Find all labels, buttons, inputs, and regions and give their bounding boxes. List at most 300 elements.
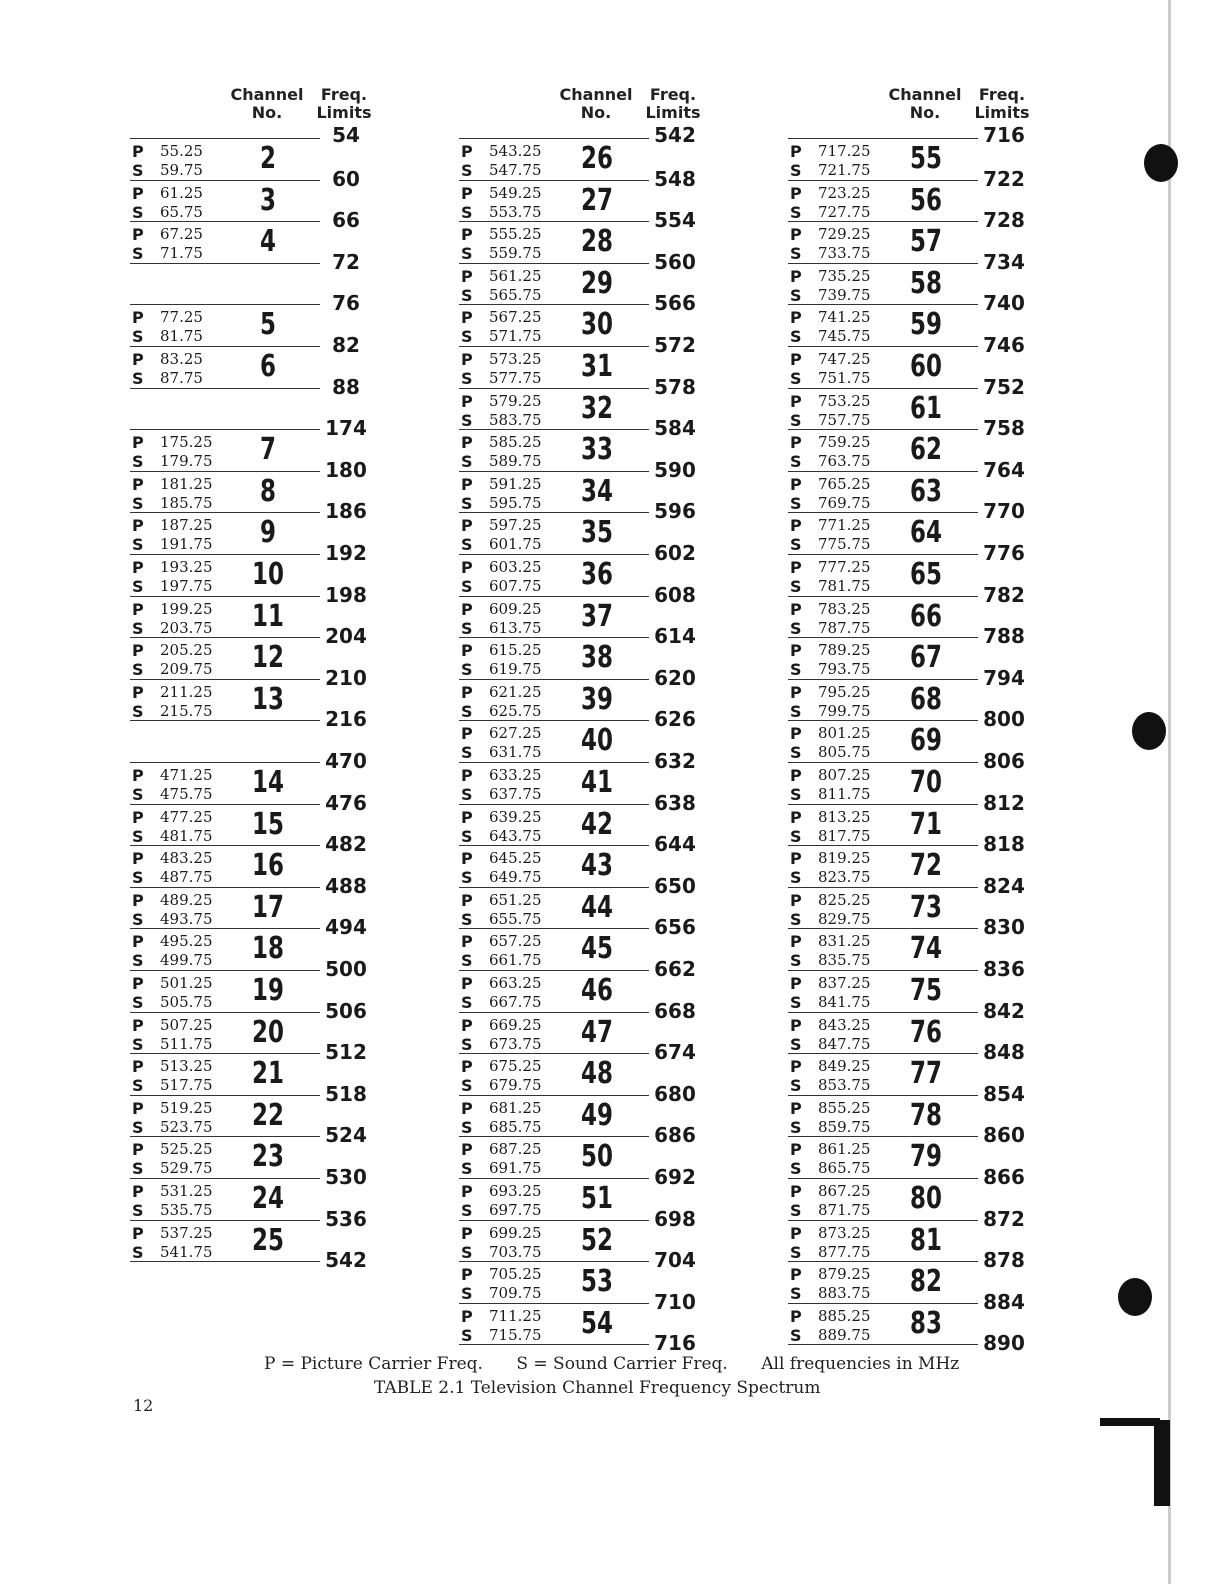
sound-label: S: [461, 285, 473, 305]
sound-label: S: [461, 660, 473, 680]
picture-carrier-freq: 199.25: [160, 599, 213, 618]
sound-carrier-freq: 499.75: [160, 951, 213, 970]
carrier-type-labels: [790, 1182, 802, 1220]
freq-limit: 626: [654, 707, 696, 732]
channel-number: 56: [910, 182, 942, 218]
sound-label: S: [790, 951, 802, 971]
picture-carrier-freq: 61.25: [160, 183, 203, 202]
freq-limit: 596: [654, 499, 696, 524]
carrier-values: [818, 558, 871, 596]
channel-number: 57: [910, 224, 942, 260]
carrier-values: [160, 308, 203, 346]
table-row: [130, 845, 320, 888]
channel-number: 32: [581, 390, 613, 426]
table-row: [788, 304, 978, 347]
channel-number: 63: [910, 473, 942, 509]
picture-label: P: [790, 225, 802, 245]
sound-label: S: [461, 493, 473, 513]
sound-carrier-freq: 197.75: [160, 577, 213, 595]
channel-number: 76: [910, 1014, 942, 1050]
sound-carrier-freq: 805.75: [818, 743, 871, 762]
freq-limit: 734: [983, 249, 1025, 274]
picture-carrier-freq: 555.25: [489, 225, 542, 244]
freq-limit: 174: [325, 416, 367, 441]
table-row: [459, 471, 649, 514]
binder-hole: [1118, 1278, 1152, 1316]
carrier-values: [489, 808, 542, 846]
sound-label: S: [132, 1242, 144, 1262]
picture-label: P: [132, 474, 144, 494]
carrier-type-labels: [461, 1307, 473, 1345]
carrier-values: [818, 184, 871, 222]
sound-label: S: [461, 951, 473, 971]
picture-carrier-freq: 621.25: [489, 682, 542, 701]
sound-label: S: [132, 244, 144, 264]
carrier-values: [489, 849, 542, 887]
picture-carrier-freq: 627.25: [489, 724, 542, 743]
sound-carrier-freq: 871.75: [818, 1201, 871, 1219]
picture-carrier-freq: 795.25: [818, 682, 871, 701]
sound-label: S: [132, 951, 144, 971]
picture-label: P: [461, 599, 473, 619]
picture-label: P: [132, 932, 144, 952]
carrier-values: [489, 766, 542, 804]
picture-label: P: [132, 807, 144, 827]
sound-label: S: [461, 826, 473, 846]
carrier-values: [489, 184, 542, 222]
carrier-type-labels: [461, 1016, 473, 1054]
sound-label: S: [461, 535, 473, 555]
table-row: [459, 720, 649, 763]
sound-label: S: [461, 743, 473, 763]
channel-number: 52: [581, 1222, 613, 1258]
channel-number: 42: [581, 806, 613, 842]
picture-carrier-freq: 849.25: [818, 1057, 871, 1076]
carrier-type-labels: [790, 932, 802, 970]
sound-carrier-freq: 637.75: [489, 785, 542, 803]
picture-label: P: [132, 225, 144, 245]
channel-number: 4: [260, 224, 276, 260]
carrier-type-labels: [790, 225, 802, 263]
sound-label: S: [132, 577, 144, 596]
sound-label: S: [132, 618, 144, 638]
picture-label: P: [790, 1182, 802, 1201]
carrier-values: [489, 267, 542, 305]
carrier-values: [489, 1099, 542, 1137]
carrier-values: [160, 225, 203, 263]
channel-number: 18: [252, 931, 284, 967]
sound-label: S: [790, 868, 802, 888]
sound-carrier-freq: 59.75: [160, 161, 203, 179]
sound-carrier-freq: 577.75: [489, 369, 542, 387]
picture-label: P: [461, 350, 473, 369]
picture-label: P: [790, 766, 802, 785]
carrier-values: [489, 225, 542, 263]
freq-limit: 644: [654, 832, 696, 857]
picture-carrier-freq: 723.25: [818, 183, 871, 202]
picture-carrier-freq: 205.25: [160, 641, 213, 660]
picture-carrier-freq: 609.25: [489, 599, 542, 618]
freq-limit: 60: [332, 166, 360, 191]
picture-legend: P = Picture Carrier Freq.: [264, 1354, 483, 1374]
channel-number: 29: [581, 265, 613, 301]
channel-number: 20: [252, 1014, 284, 1050]
channel-number: 61: [910, 390, 942, 426]
picture-carrier-freq: 681.25: [489, 1098, 542, 1117]
sound-carrier-freq: 679.75: [489, 1076, 542, 1095]
table-row: [459, 512, 649, 555]
sound-label: S: [461, 410, 473, 430]
picture-label: P: [461, 766, 473, 785]
channel-number: 37: [581, 598, 613, 634]
channel-number: 31: [581, 349, 613, 384]
picture-carrier-freq: 471.25: [160, 766, 213, 784]
carrier-values: [818, 641, 871, 679]
picture-carrier-freq: 549.25: [489, 183, 542, 202]
freq-limit: 506: [325, 998, 367, 1023]
table-column-1: [130, 0, 460, 1380]
picture-carrier-freq: 543.25: [489, 142, 542, 160]
table-row: [788, 429, 978, 472]
carrier-type-labels: [132, 184, 144, 222]
scan-edge-mark: [1100, 1418, 1160, 1426]
table-row: [130, 804, 320, 847]
sound-carrier-freq: 769.75: [818, 493, 871, 512]
carrier-type-labels: [461, 891, 473, 929]
table-row: [788, 554, 978, 597]
picture-label: P: [132, 1182, 144, 1201]
sound-carrier-freq: 859.75: [818, 1117, 871, 1136]
table-row: [459, 804, 649, 847]
freq-limit: 890: [983, 1331, 1025, 1356]
picture-label: P: [461, 807, 473, 827]
picture-carrier-freq: 477.25: [160, 807, 213, 826]
picture-carrier-freq: 519.25: [160, 1098, 213, 1117]
picture-label: P: [790, 558, 802, 577]
picture-carrier-freq: 837.25: [818, 974, 871, 992]
table-row: [788, 762, 978, 805]
picture-label: P: [790, 724, 802, 744]
freq-limit: 698: [654, 1206, 696, 1231]
table-row: [459, 970, 649, 1013]
carrier-values: [160, 641, 213, 679]
freq-limit: 488: [325, 873, 367, 898]
channel-number: 8: [260, 473, 276, 509]
carrier-values: [818, 142, 871, 180]
table-row: [459, 1136, 649, 1179]
carrier-type-labels: [461, 392, 473, 430]
table-row: [459, 429, 649, 472]
sound-label: S: [461, 868, 473, 888]
sound-carrier-freq: 655.75: [489, 909, 542, 928]
carrier-values: [160, 766, 213, 804]
sound-carrier-freq: 841.75: [818, 993, 871, 1011]
sound-carrier-freq: 829.75: [818, 909, 871, 928]
sound-carrier-freq: 191.75: [160, 535, 213, 554]
carrier-values: [489, 392, 542, 430]
sound-label: S: [790, 577, 802, 596]
sound-label: S: [132, 868, 144, 888]
sound-carrier-freq: 185.75: [160, 493, 213, 512]
sound-carrier-freq: 81.75: [160, 327, 203, 346]
picture-carrier-freq: 633.25: [489, 766, 542, 784]
table-row: [130, 1012, 320, 1055]
sound-carrier-freq: 889.75: [818, 1325, 871, 1344]
binder-hole: [1132, 712, 1166, 750]
picture-carrier-freq: 175.25: [160, 433, 213, 452]
sound-label: S: [132, 452, 144, 472]
picture-label: P: [132, 1015, 144, 1035]
channel-number: 58: [910, 265, 942, 301]
sound-carrier-freq: 505.75: [160, 993, 213, 1011]
picture-label: P: [790, 1057, 802, 1077]
carrier-type-labels: [790, 808, 802, 846]
carrier-type-labels: [790, 475, 802, 513]
carrier-type-labels: [790, 683, 802, 721]
picture-carrier-freq: 807.25: [818, 766, 871, 784]
channel-number: 51: [581, 1181, 613, 1216]
picture-label: P: [461, 932, 473, 952]
picture-carrier-freq: 783.25: [818, 599, 871, 618]
carrier-values: [160, 1140, 213, 1178]
carrier-values: [160, 683, 213, 721]
picture-carrier-freq: 83.25: [160, 350, 203, 368]
table-row: [459, 679, 649, 722]
picture-label: P: [132, 766, 144, 785]
sound-label: S: [461, 577, 473, 596]
table-row: [459, 1012, 649, 1055]
sound-label: S: [132, 701, 144, 721]
freq-header: Freq. Limits: [316, 85, 372, 122]
carrier-values: [818, 1016, 871, 1054]
picture-label: P: [461, 641, 473, 661]
carrier-values: [818, 808, 871, 846]
table-row: [130, 637, 320, 680]
picture-label: P: [790, 890, 802, 910]
table-row: [130, 1220, 320, 1263]
table-row: [788, 1136, 978, 1179]
picture-carrier-freq: 585.25: [489, 433, 542, 452]
sound-label: S: [790, 1284, 802, 1304]
channel-number: 35: [581, 515, 613, 551]
channel-header: Channel No.: [888, 85, 962, 122]
picture-label: P: [132, 1223, 144, 1243]
picture-carrier-freq: 651.25: [489, 890, 542, 909]
channel-number: 43: [581, 848, 613, 884]
freq-limit: 530: [325, 1165, 367, 1189]
freq-limit: 204: [325, 624, 367, 649]
sound-carrier-freq: 757.75: [818, 410, 871, 429]
channel-header: Channel No.: [559, 85, 633, 122]
sound-carrier-freq: 493.75: [160, 909, 213, 928]
freq-limit: 872: [983, 1206, 1025, 1231]
picture-label: P: [132, 641, 144, 661]
picture-carrier-freq: 537.25: [160, 1223, 213, 1242]
picture-label: P: [461, 1223, 473, 1243]
sound-label: S: [461, 1117, 473, 1137]
table-row: [459, 346, 649, 389]
freq-limit: 830: [983, 915, 1025, 940]
channel-number: 15: [252, 806, 284, 842]
channel-number: 67: [910, 640, 942, 676]
picture-label: P: [790, 1306, 802, 1326]
carrier-type-labels: [790, 1224, 802, 1262]
carrier-type-labels: [132, 1057, 144, 1095]
carrier-values: [818, 475, 871, 513]
picture-carrier-freq: 759.25: [818, 433, 871, 452]
carrier-values: [818, 891, 871, 929]
carrier-values: [489, 475, 542, 513]
carrier-type-labels: [132, 516, 144, 554]
carrier-type-labels: [790, 1099, 802, 1137]
table-caption: TABLE 2.1 Television Channel Frequency Spectrum: [374, 1378, 821, 1398]
sound-carrier-freq: 661.75: [489, 951, 542, 970]
freq-limit: 842: [983, 998, 1025, 1023]
picture-label: P: [132, 849, 144, 869]
sound-label: S: [132, 202, 144, 222]
sound-carrier-freq: 215.75: [160, 701, 213, 720]
sound-carrier-freq: 709.75: [489, 1284, 542, 1303]
sound-carrier-freq: 613.75: [489, 618, 542, 637]
sound-label: S: [132, 785, 144, 804]
table-row: [788, 637, 978, 680]
freq-limit: 66: [332, 208, 360, 233]
channel-number: 11: [252, 598, 284, 634]
table-row: [788, 221, 978, 264]
picture-carrier-freq: 885.25: [818, 1306, 871, 1325]
sound-label: S: [132, 327, 144, 347]
table-row: [459, 1178, 649, 1221]
channel-number: 55: [910, 141, 942, 176]
table-row: [788, 887, 978, 930]
picture-label: P: [132, 890, 144, 910]
table-row: [130, 970, 320, 1013]
carrier-values: [489, 558, 542, 596]
sound-label: S: [132, 161, 144, 180]
carrier-values: [818, 1265, 871, 1303]
freq-limit: 180: [325, 457, 367, 482]
carrier-type-labels: [461, 558, 473, 596]
carrier-values: [160, 1182, 213, 1220]
table-row: [788, 1303, 978, 1346]
carrier-type-labels: [790, 724, 802, 762]
channel-number: 69: [910, 723, 942, 759]
freq-limit: 470: [325, 749, 367, 773]
freq-limit: 518: [325, 1081, 367, 1106]
carrier-values: [489, 142, 542, 180]
freq-limit: 680: [654, 1081, 696, 1106]
sound-carrier-freq: 487.75: [160, 868, 213, 887]
carrier-type-labels: [132, 1099, 144, 1137]
channel-number: 44: [581, 889, 613, 925]
freq-limit: 638: [654, 790, 696, 815]
picture-label: P: [790, 266, 802, 286]
channel-number: 2: [260, 141, 276, 176]
picture-label: P: [132, 183, 144, 203]
freq-limit: 710: [654, 1289, 696, 1314]
sound-label: S: [790, 785, 802, 804]
sound-carrier-freq: 811.75: [818, 785, 871, 803]
picture-carrier-freq: 591.25: [489, 474, 542, 493]
picture-label: P: [461, 974, 473, 993]
picture-label: P: [461, 391, 473, 411]
sound-label: S: [461, 1242, 473, 1262]
table-row: [130, 887, 320, 930]
channel-number: 19: [252, 973, 284, 1008]
carrier-values: [818, 516, 871, 554]
sound-label: S: [132, 1034, 144, 1054]
picture-carrier-freq: 861.25: [818, 1140, 871, 1159]
carrier-type-labels: [461, 267, 473, 305]
table-row: [130, 679, 320, 722]
picture-label: P: [461, 142, 473, 161]
carrier-values: [818, 1224, 871, 1262]
channel-number: 16: [252, 848, 284, 884]
carrier-values: [160, 808, 213, 846]
channel-number: 78: [910, 1097, 942, 1133]
picture-label: P: [461, 1265, 473, 1285]
sound-label: S: [790, 535, 802, 555]
table-row: [459, 1220, 649, 1263]
carrier-type-labels: [790, 849, 802, 887]
sound-label: S: [790, 493, 802, 513]
table-row: [459, 263, 649, 306]
freq-header: Freq. Limits: [645, 85, 701, 122]
sound-carrier-freq: 793.75: [818, 660, 871, 679]
carrier-type-labels: [461, 683, 473, 721]
freq-limit: 198: [325, 582, 367, 607]
carrier-type-labels: [790, 142, 802, 180]
carrier-values: [818, 724, 871, 762]
picture-label: P: [790, 474, 802, 494]
channel-number: 53: [581, 1264, 613, 1300]
picture-label: P: [461, 1306, 473, 1326]
carrier-values: [818, 600, 871, 638]
picture-carrier-freq: 567.25: [489, 308, 542, 327]
sound-carrier-freq: 583.75: [489, 410, 542, 429]
carrier-values: [160, 433, 213, 471]
table-row: [130, 471, 320, 514]
carrier-values: [818, 267, 871, 305]
table-row: [459, 221, 649, 264]
carrier-values: [818, 683, 871, 721]
picture-carrier-freq: 603.25: [489, 558, 542, 576]
freq-limit: 824: [983, 873, 1025, 898]
table-row: [130, 1053, 320, 1096]
sound-label: S: [461, 244, 473, 264]
carrier-values: [160, 891, 213, 929]
picture-label: P: [132, 433, 144, 453]
table-row: [459, 887, 649, 930]
table-row: [459, 1095, 649, 1138]
channel-number: 33: [581, 432, 613, 468]
carrier-values: [160, 516, 213, 554]
freq-limit: 554: [654, 208, 696, 233]
carrier-type-labels: [132, 558, 144, 596]
sound-carrier-freq: 475.75: [160, 785, 213, 803]
picture-label: P: [461, 1182, 473, 1201]
channel-number: 54: [581, 1305, 613, 1341]
carrier-type-labels: [461, 308, 473, 346]
picture-label: P: [790, 1223, 802, 1243]
picture-label: P: [461, 1057, 473, 1077]
channel-number: 25: [252, 1222, 284, 1258]
sound-carrier-freq: 589.75: [489, 452, 542, 471]
sound-carrier-freq: 685.75: [489, 1117, 542, 1136]
carrier-values: [160, 849, 213, 887]
sound-label: S: [790, 1117, 802, 1137]
table-row: [788, 1178, 978, 1221]
